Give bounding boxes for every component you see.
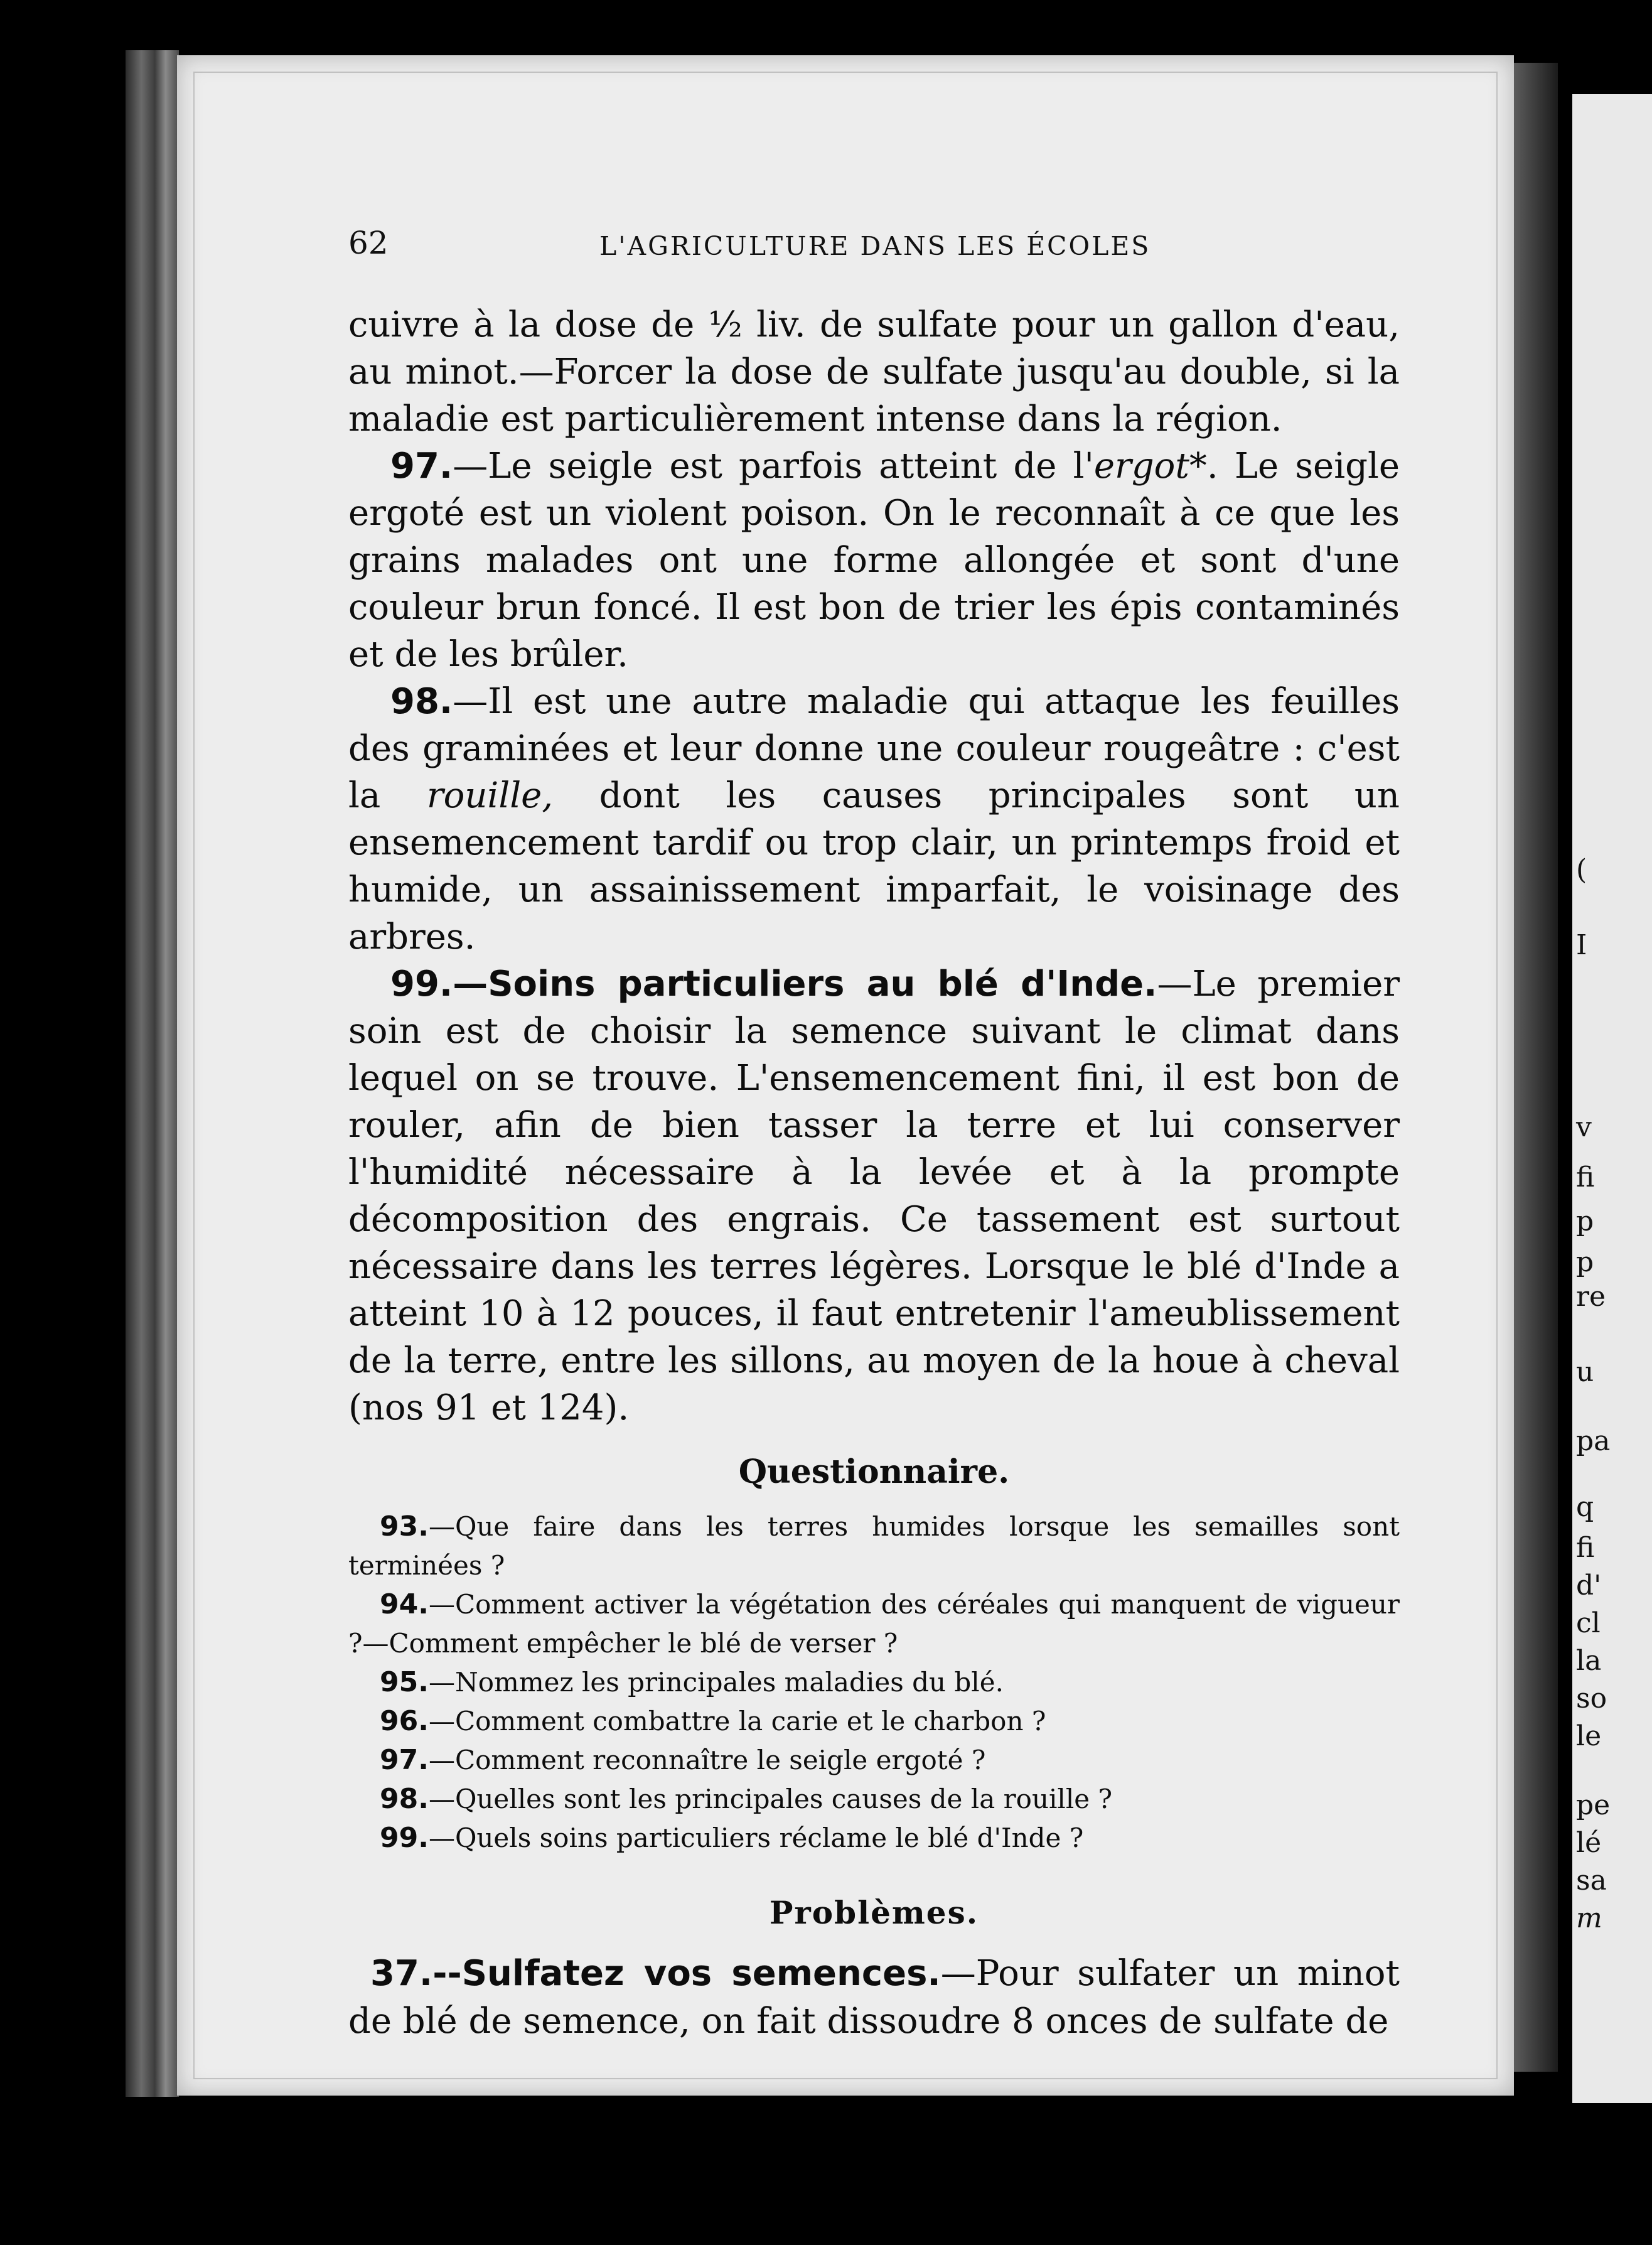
- problems-title: Problèmes.: [769, 1894, 979, 1931]
- question-item: [348, 1819, 1400, 1858]
- question-item: [348, 1507, 1400, 1585]
- question-text: —Comment reconnaître le seigle ergoté ?: [428, 1745, 986, 1775]
- next-page-char: sa: [1576, 1865, 1607, 1897]
- paragraph-text: —Le premier soin est de choisir la semence suivant le climat dans lequel on se trouve. L'ensemencement fini, il est bon de rouler, afin de bien tasser la terre et lui conserver l'humidité nécessaire à la levée et à la prompte décomposition des engrais. Ce tassement est surtout nécessaire dans les terres légères. Lorsque le blé d'Inde a atteint 10 à 12 pouces, il faut entretenir l'ameublissement de la terre, entre les sillons, au moyen de la houe à cheval (nos 91 et 124).: [348, 964, 1400, 1428]
- page-number: 62: [348, 225, 389, 261]
- italic-term: rouille,: [426, 775, 554, 816]
- question-text: —Quelles sont les principales causes de la rouille ?: [428, 1784, 1113, 1814]
- questionnaire-list: [348, 1507, 1400, 1858]
- next-page-char: lé: [1576, 1827, 1602, 1859]
- next-page-char: fi: [1576, 1532, 1595, 1564]
- question-item: [348, 1663, 1400, 1702]
- question-number: 94.: [380, 1588, 429, 1620]
- question-text: —Nommez les principales maladies du blé.: [428, 1667, 1004, 1698]
- italic-term: ergot*: [1093, 446, 1207, 487]
- question-item: [348, 1585, 1400, 1663]
- paragraph-number: 98.: [390, 681, 453, 722]
- gutter-shadow: [1514, 63, 1558, 2072]
- paragraph-97: [348, 443, 1400, 678]
- running-title: L'AGRICULTURE DANS LES ÉCOLES: [599, 231, 1151, 261]
- question-item: [348, 1741, 1400, 1780]
- problem-heading: --Sulfatez vos semences.: [432, 1953, 941, 1994]
- page-body: [348, 301, 1400, 2045]
- paragraph-98: [348, 678, 1400, 961]
- paragraph-text: —Le seigle est parfois atteint de l': [453, 446, 1094, 487]
- question-item: [348, 1702, 1400, 1741]
- question-text: —Que faire dans les terres humides lorsque les semailles sont terminées ?: [348, 1511, 1400, 1581]
- next-page-char: d': [1576, 1569, 1602, 1602]
- next-page-char: m: [1576, 1902, 1602, 1934]
- paragraph-continuation: cuivre à la dose de ½ liv. de sulfate pour un gallon d'eau, au minot.—Forcer la dose de sulfate jusqu'au double, si la maladie est particulièrement intense dans la région.: [348, 304, 1400, 439]
- next-page-char: p: [1576, 1205, 1594, 1237]
- problem-37: [348, 1950, 1400, 2045]
- next-page-char: p: [1576, 1246, 1594, 1278]
- questionnaire-title: Questionnaire.: [738, 1453, 1010, 1491]
- next-page-char: q: [1576, 1491, 1594, 1523]
- section-heading: —Soins particuliers au blé d'Inde.: [453, 964, 1157, 1004]
- next-page-fragment: [1572, 94, 1652, 2103]
- question-number: 98.: [380, 1783, 429, 1815]
- paragraph-text: —Il est une autre maladie qui attaque les feuilles des graminées et leur donne une couleur rougeâtre : c'est la: [348, 681, 1400, 816]
- question-text: —Comment activer la végétation des céréales qui manquent de vigueur ?—Comment empêcher le blé de verser ?: [348, 1589, 1400, 1659]
- question-text: —Comment combattre la carie et le charbon ?: [428, 1706, 1046, 1736]
- next-page-char: le: [1576, 1720, 1602, 1752]
- next-page-char: I: [1576, 929, 1587, 961]
- next-page-char: v: [1576, 1111, 1592, 1143]
- paragraph-text: dont les causes principales sont un ensemencement tardif ou trop clair, un printemps froid et humide, un assainissement imparfait, le voisinage des arbres.: [348, 775, 1400, 957]
- problem-number: 37.: [370, 1953, 433, 1994]
- question-number: 96.: [380, 1705, 429, 1737]
- next-page-char: cl: [1576, 1607, 1601, 1639]
- question-number: 93.: [380, 1510, 429, 1542]
- paragraph-number: 99.: [390, 964, 453, 1004]
- paragraph-number: 97.: [390, 446, 453, 487]
- question-number: 95.: [380, 1666, 429, 1698]
- next-page-char: (: [1576, 854, 1587, 886]
- next-page-char: u: [1576, 1356, 1594, 1388]
- problem-text: —Pour sulfater un minot de blé de semence, on fait dissoudre 8 onces de sulfate de: [348, 1953, 1400, 2042]
- next-page-char: so: [1576, 1682, 1607, 1715]
- book-spine-edge: [126, 50, 179, 2097]
- next-page-char: pa: [1576, 1425, 1611, 1457]
- next-page-char: fi: [1576, 1161, 1595, 1193]
- question-item: [348, 1780, 1400, 1819]
- next-page-char: pe: [1576, 1789, 1611, 1821]
- next-page-char: re: [1576, 1281, 1606, 1313]
- next-page-char: la: [1576, 1645, 1602, 1677]
- paragraph-99: [348, 961, 1400, 1431]
- paragraph-text: . Le seigle ergoté est un violent poison. On le reconnaît à ce que les grains malades ont une forme allongée et sont d'une couleur brun foncé. Il est bon de trier les épis contaminés et de les brûler.: [348, 446, 1400, 675]
- question-number: 97.: [380, 1744, 429, 1776]
- question-text: —Quels soins particuliers réclame le blé d'Inde ?: [428, 1822, 1084, 1853]
- question-number: 99.: [380, 1822, 429, 1854]
